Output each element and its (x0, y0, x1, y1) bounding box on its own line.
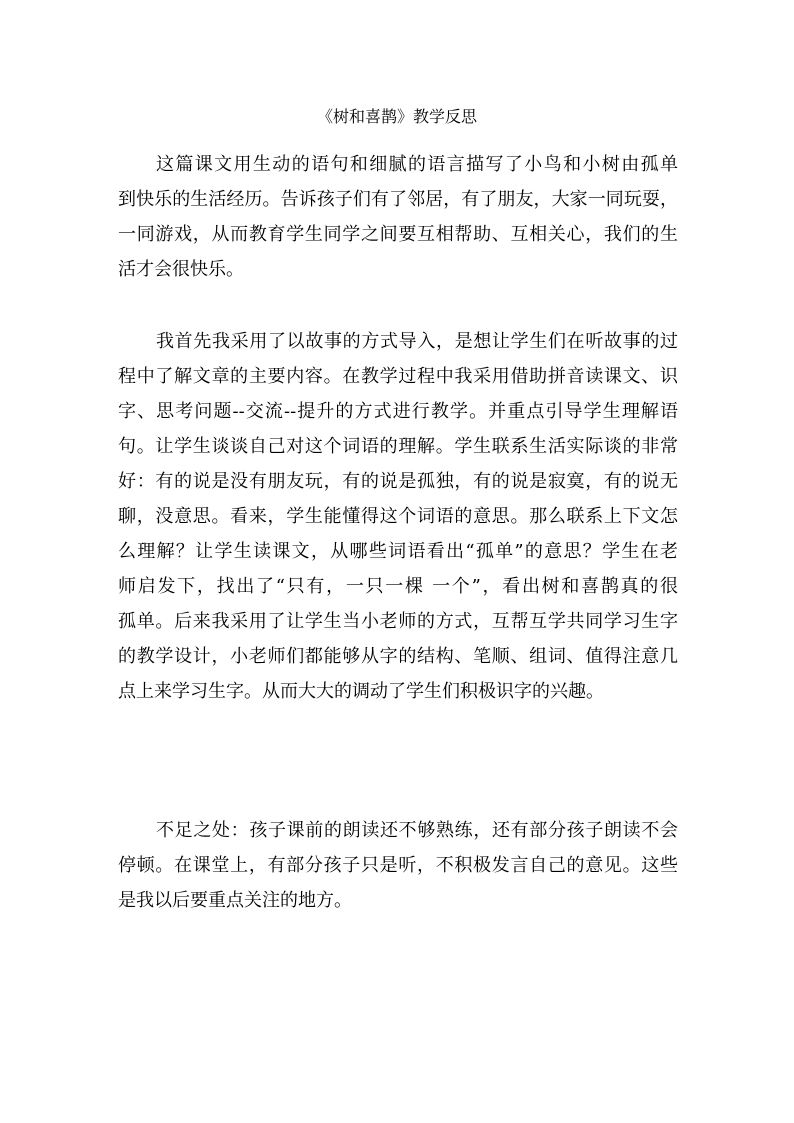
paragraph-line: 我首先我采用了以故事的方式导入，是想让学生们在听故事的过 (156, 331, 678, 352)
paragraph-line: 停顿。在课堂上，有部分孩子只是听，不积极发言自己的意见。这些 (118, 855, 678, 876)
paragraph-line: 聊，没意思。看来，学生能懂得这个词语的意思。那么联系上下文怎 (118, 506, 678, 527)
paragraph-line: 这篇课文用生动的语句和细腻的语言描写了小鸟和小树由孤单 (156, 154, 678, 175)
paragraph-line: 到快乐的生活经历。告诉孩子们有了邻居，有了朋友，大家一同玩耍， (118, 189, 678, 210)
document-title: 《树和喜鹊》教学反思 (316, 107, 477, 126)
paragraph-2 (118, 324, 678, 709)
paragraph-line: 么理解？让学生读课文，从哪些词语看出“孤单”的意思？学生在老 (118, 541, 678, 562)
paragraph-3 (118, 813, 678, 918)
paragraph-line: 一同游戏，从而教育学生同学之间要互相帮助、互相关心，我们的生 (118, 224, 678, 245)
paragraph-line: 好：有的说是没有朋友玩，有的说是孤独，有的说是寂寞，有的说无 (118, 471, 678, 492)
paragraph-1 (118, 147, 678, 287)
paragraph-line: 师启发下，找出了“只有，一只一棵 一个”，看出树和喜鹊真的很 (118, 576, 678, 597)
paragraph-line: 点上来学习生字。从而大大的调动了学生们积极识字的兴趣。 (118, 681, 604, 702)
paragraph-line: 程中了解文章的主要内容。在教学过程中我采用借助拼音读课文、识 (118, 366, 678, 387)
paragraph-line: 是我以后要重点关注的地方。 (118, 890, 352, 911)
paragraph-line: 的教学设计，小老师们都能够从字的结构、笔顺、组词、值得注意几 (118, 646, 678, 667)
paragraph-line: 句。让学生谈谈自己对这个词语的理解。学生联系生活实际谈的非常 (118, 436, 678, 457)
paragraph-line: 孤单。后来我采用了让学生当小老师的方式，互帮互学共同学习生字 (118, 611, 678, 632)
paragraph-line: 活才会很快乐。 (118, 259, 244, 280)
paragraph-line: 字、思考问题--交流--提升的方式进行教学。并重点引导学生理解语 (118, 401, 678, 422)
paragraph-line: 不足之处：孩子课前的朗读还不够熟练，还有部分孩子朗读不会 (156, 820, 678, 841)
